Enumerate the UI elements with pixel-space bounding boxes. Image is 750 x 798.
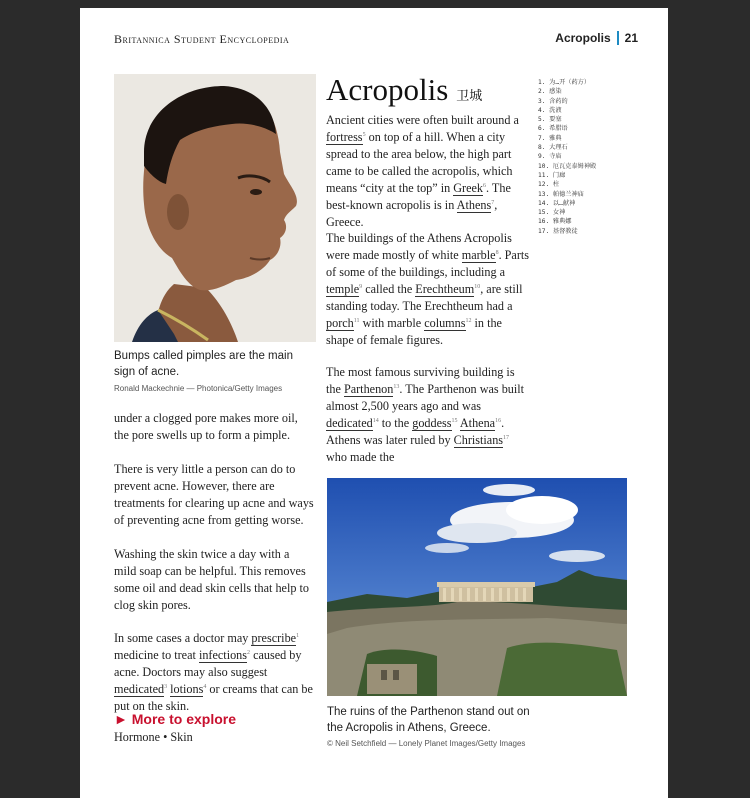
glossary-entry: 12. 柱 bbox=[538, 181, 560, 189]
left-paragraph-2: There is very little a person can do to prevent acne. However, there are treatments for clearing up acne and ways of preventing acne from getting worse. bbox=[114, 462, 314, 527]
glossary-ref: 1 bbox=[296, 633, 300, 639]
header-divider bbox=[617, 31, 619, 45]
glossary-entry: 8. 大理石 bbox=[538, 144, 568, 152]
glossary-word[interactable]: Greek bbox=[453, 181, 484, 195]
glossary-entry: 7. 雅典 bbox=[538, 134, 562, 142]
glossary-entry: 2. 感染 bbox=[538, 88, 562, 96]
glossary-entry: 10. 厄瓦克泰姆神殿 bbox=[538, 162, 597, 170]
glossary-ref: 17 bbox=[503, 435, 510, 441]
page-header-right bbox=[555, 31, 638, 45]
glossary-ref: 4 bbox=[203, 684, 207, 690]
glossary-word[interactable]: dedicated bbox=[326, 416, 373, 430]
article-paragraph-2: The buildings of the Athens Acropolis were made mostly of white marble$^8$. Parts of some of the buildings, including a temple$^9$ called the Erechtheum$^{10}$, are still standing today. The Erechtheum had a porch$^{11}$ with marble columns$^{12}$ in the shape of female figures. bbox=[326, 231, 530, 347]
glossary-word[interactable]: temple bbox=[326, 282, 360, 296]
person-photo-caption: Bumps called pimples are the main sign of acne. bbox=[114, 350, 293, 378]
parthenon-landscape-illustration bbox=[327, 478, 627, 696]
glossary-ref: 10 bbox=[474, 284, 481, 290]
section-title: Acropolis bbox=[555, 31, 611, 45]
glossary-ref: 3 bbox=[164, 684, 168, 690]
left-paragraph-4: In some cases a doctor may prescribe$^1$ medicine to treat infections$^2$ caused by acne. Doctors may also suggest medicated$^3$ lotions$^4$ or creams that can be put on the skin. bbox=[114, 631, 313, 713]
glossary-ref: 9 bbox=[359, 284, 363, 290]
left-paragraph-3: Washing the skin twice a day with a mild soap can be helpful. This removes some oil and dead skin cells that help to clog skin pores. bbox=[114, 547, 309, 612]
glossary-ref: 16 bbox=[495, 418, 502, 424]
glossary-entry: 11. 门廊 bbox=[538, 171, 566, 179]
more-to-explore-heading: ► More to explore bbox=[114, 711, 236, 727]
glossary-entry: 9. 寺庙 bbox=[538, 153, 562, 161]
glossary-entry: 1. 为…开（药方） bbox=[538, 79, 591, 86]
glossary-word[interactable]: Parthenon bbox=[343, 382, 394, 396]
glossary-word[interactable]: medicated bbox=[114, 682, 165, 696]
article-paragraph-1: Ancient cities were often built around a fortress$^5$ on top of a hill. When a city spread to the area below, the high part came to be called the acropolis, which means “city at the top” in Greek$^6$. The best-known acropolis is in Athens$^7$, Greece. bbox=[326, 113, 519, 229]
article-title-chinese: 卫城 bbox=[456, 88, 483, 103]
glossary-entry: 4. 洗液 bbox=[538, 106, 562, 114]
glossary-ref: 15 bbox=[451, 418, 458, 424]
glossary-ref: 5 bbox=[362, 132, 366, 138]
acropolis-photo-caption: The ruins of the Parthenon stand out on the Acropolis in Athens, Greece. bbox=[327, 706, 530, 734]
glossary-word[interactable]: prescribe bbox=[251, 631, 297, 645]
glossary-word[interactable]: Christians bbox=[453, 433, 504, 447]
right-triangle-icon: ► bbox=[114, 711, 128, 727]
more-to-explore-links[interactable]: Hormone • Skin bbox=[114, 730, 193, 744]
young-man-profile-illustration bbox=[114, 74, 316, 342]
glossary-entry: 13. 帕德兰神庙 bbox=[538, 190, 584, 198]
glossary-word[interactable]: Erechtheum bbox=[415, 282, 475, 296]
page-number: 21 bbox=[624, 31, 638, 45]
publication-title: Britannica Student Encyclopedia bbox=[114, 32, 290, 46]
glossary-word[interactable]: fortress bbox=[326, 130, 363, 144]
acropolis-photo-credit: © Neil Setchfield — Lonely Planet Images/Getty Images bbox=[327, 739, 526, 748]
person-photo-credit: Ronald Mackechnie — Photonica/Getty Images bbox=[114, 384, 283, 393]
glossary-ref: 13 bbox=[393, 384, 400, 390]
glossary-word[interactable]: columns bbox=[424, 316, 466, 330]
chinese-glossary-list bbox=[538, 78, 596, 236]
glossary-entry: 3. 含药的 bbox=[538, 97, 568, 105]
glossary-ref: 11 bbox=[353, 318, 360, 324]
glossary-word[interactable]: Athena bbox=[459, 416, 496, 430]
glossary-entry: 16. 雅典娜 bbox=[538, 218, 572, 226]
glossary-ref: 2 bbox=[247, 650, 251, 656]
glossary-word[interactable]: porch bbox=[326, 316, 354, 330]
glossary-ref: 12 bbox=[465, 318, 472, 324]
acropolis-photo bbox=[327, 478, 627, 696]
glossary-entry: 6. 希腊语 bbox=[538, 125, 568, 133]
glossary-word[interactable]: Athens bbox=[456, 198, 492, 212]
glossary-ref: 7 bbox=[491, 200, 495, 206]
glossary-ref: 14 bbox=[372, 418, 379, 424]
left-paragraph-1: under a clogged pore makes more oil, the pore swells up to form a pimple. bbox=[114, 411, 298, 442]
glossary-entry: 17. 基督教徒 bbox=[538, 227, 578, 235]
glossary-word[interactable]: marble bbox=[461, 248, 496, 262]
article-title: Acropolis 卫城 bbox=[326, 72, 483, 107]
glossary-entry: 14. 以…献神 bbox=[538, 199, 576, 207]
glossary-ref: 8 bbox=[495, 250, 499, 256]
article-paragraph-3: The most famous surviving building is the Parthenon$^{13}$. The Parthenon was built almost 2,500 years ago and was dedicated$^{14}$ to the goddess$^{15}$ Athena$^{16}$. Athens was later ruled by Christians$^{17}$ who made the bbox=[326, 365, 525, 464]
acne-photo bbox=[114, 74, 316, 342]
glossary-word[interactable]: lotions bbox=[170, 682, 204, 696]
glossary-ref: 6 bbox=[483, 183, 487, 189]
glossary-entry: 5. 要塞 bbox=[538, 116, 562, 124]
glossary-entry: 15. 女神 bbox=[538, 209, 566, 217]
glossary-word[interactable]: infections bbox=[198, 648, 248, 662]
glossary-word[interactable]: goddess bbox=[412, 416, 452, 430]
encyclopedia-page bbox=[80, 8, 668, 798]
